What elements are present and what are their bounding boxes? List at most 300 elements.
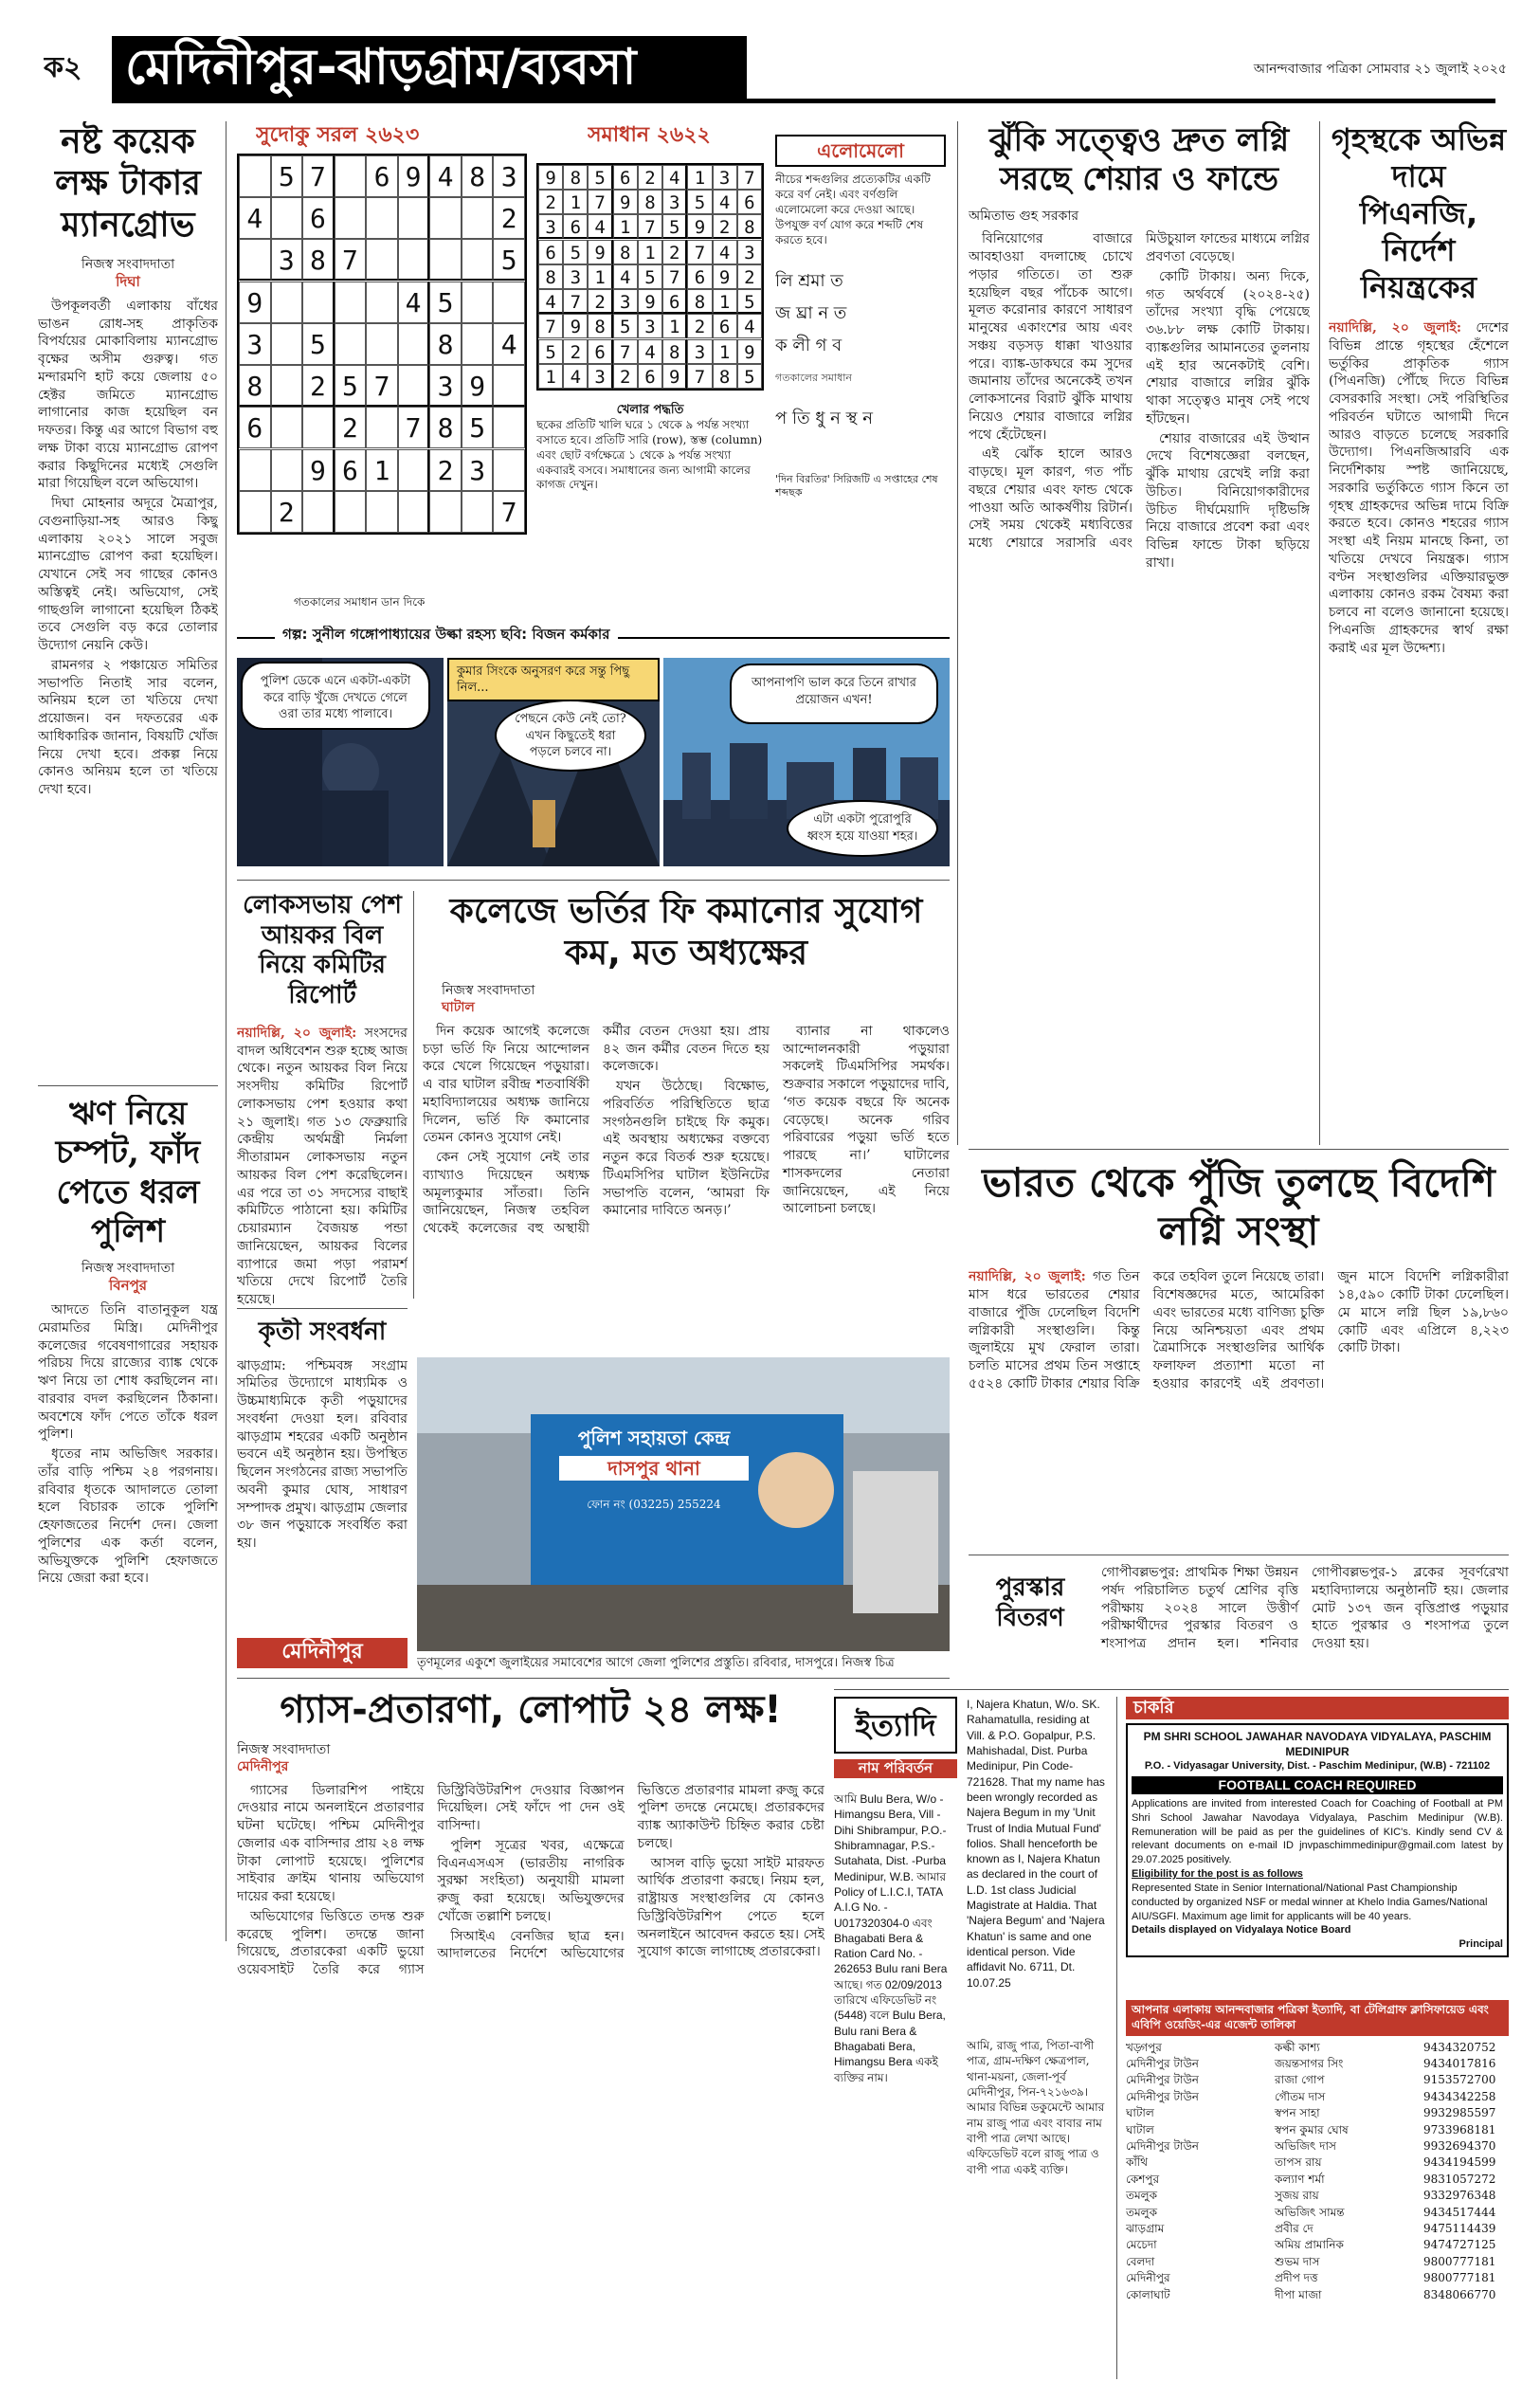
sudoku-cell (302, 491, 335, 533)
sudoku-cell: 8 (538, 264, 563, 289)
mangrove-byline: নিজস্ব সংবাদদাতা (81, 256, 175, 272)
sudoku-cell: 8 (613, 240, 638, 264)
sudoku-cell (366, 197, 398, 239)
agent-name: কল্যাণ শর্মা (1275, 2172, 1325, 2186)
sudoku-cell: 6 (687, 264, 712, 289)
mangrove-place: দিঘা (116, 273, 140, 291)
gas-headline: গ্যাস-প্রতারণা, লোপাট ২৪ লক্ষ! (280, 1688, 782, 1732)
comic-credit: গল্প: সুনীল গঙ্গোপাধ্যায়ের উল্কা রহস্য ছবি: বিজন কর্মকার (275, 626, 618, 645)
sudoku-cell (398, 449, 430, 491)
masthead-rule (112, 99, 1495, 103)
elomelo-footer: 'দিন বিরতির' সিরিজটি এ সপ্তাহের শেষ শব্দছক (775, 472, 938, 500)
photo-sign-phone: ফোন নং (03225) 255224 (587, 1498, 721, 1511)
paragraph: দিঘা মোহনার অদূরে মৈত্রাপুর, বেগুনাড়িয়া-সহ আরও কিছু এলাকায় ২০২১ সালে সবুজ ম্যানগ্রোভ রোপণ করা হয়েছিল। যেখানে সেই সব গাছের কোনও অস্তিত্বই নেই। অভিযোগ, সেই গাছগুলি লাগানো হয়েছিল ঠিকই তবে সেগুলি বড় করে তোলার উদ্যোগ নেয়নি কেউ। (38, 496, 218, 654)
agent-phone: 9434320752 (1423, 2040, 1496, 2054)
sudoku-cell: 7 (563, 289, 588, 314)
sudoku-cell (335, 491, 367, 533)
jobs-ad (1126, 1723, 1509, 1957)
agent-name: শুভম দাস (1275, 2254, 1320, 2268)
sudoku-cell (493, 365, 525, 407)
ityadi-subtitle: নাম পরিবর্তন (834, 1759, 957, 1778)
college-article (423, 891, 950, 1346)
sudoku-cell: 5 (588, 165, 612, 190)
sudoku-cell: 1 (366, 449, 398, 491)
agent-name: স্বপন সাহা (1275, 2106, 1320, 2120)
paragraph: শেয়ার বাজারের এই উত্থান দেখে বিশেষজ্ঞেরা বলছেন, ঝুঁকি মাথায় রেখেই লগ্নি করা উচিত। বিনিয়োগকারীদের উচিত দীর্ঘমেয়াদি দৃষ্টিভঙ্গি নিয়ে বাজারে প্রবেশ করা এবং বিভিন্ন ফান্ডে টাকা ছড়িয়ে রাখা। (1146, 430, 1310, 571)
comic-panel-1 (237, 658, 444, 866)
sudoku-cell: 4 (713, 240, 737, 264)
agent-row (1126, 2138, 1509, 2155)
sudoku-cell: 6 (588, 339, 612, 364)
sudoku-cell (366, 491, 398, 533)
sudoku-cell: 2 (737, 264, 762, 289)
sudoku-cell: 9 (613, 190, 638, 214)
sudoku-cell: 8 (563, 165, 588, 190)
gas-byline: নিজস্ব সংবাদদাতা (237, 1741, 331, 1757)
sudoku-cell: 4 (429, 155, 462, 197)
sudoku-cell: 9 (638, 289, 662, 314)
ityadi-notice: আমি Bulu Bera, W/o - Himangsu Bera, Vill - Dihi Shibrampur, P.O.- Shibramnagar, P.S.- Sutahata, Dist. -Purba Medinipur, W.B. আমার Policy of L.I.C.I, TATA A.I.G No. - U017320304-0 এবং Bhagabati Bera & Ration Card No. - 262653 Bulu rani Bera আছে। গত 02/09/2013 তারিখে এফিডেভিট নং (5448) বলে Bulu Bera, Bulu rani Bera & Bhagabati Bera, Himangsu Bera একই ব্যক্তির নাম। (834, 1792, 948, 2084)
agent-row (1126, 2237, 1509, 2253)
paragraph: কেন সেই সুযোগ নেই তার ব্যাখ্যাও দিয়েছেন অধ্যক্ষ অমূল্যকুমার সাঁতরা। তিনি জানিয়েছেন, নিজস্ব তহবিল থেকেই কলেজের বহু অস্থায়ী কর্মীর বেতন দেওয়া হয়। প্রায় ৪২ জন কর্মীর বেতন দিতে হয় কলেজকে। (423, 1023, 770, 1236)
sudoku-cell: 6 (613, 165, 638, 190)
agent-name: অভিজিৎ দাস (1275, 2139, 1336, 2153)
college-byline: নিজস্ব সংবাদদাতা (442, 982, 535, 998)
agents-table (1126, 2040, 1509, 2303)
sudoku-cell (398, 323, 430, 365)
sudoku-cell: 2 (335, 407, 367, 448)
sudoku-cell: 3 (613, 289, 638, 314)
png-article (1329, 121, 1509, 1145)
agent-area: ঝাড়গ্রাম (1126, 2221, 1165, 2235)
paragraph: ধৃতের নাম অভিজিৎ সরকার। তাঁর বাড়ি পশ্চিম ২৪ পরগনায়। রবিবার ধৃতকে আদালতে তোলা হলে বিচারক তাকে পুলিশি হেফাজতের নির্দেশ দেন। জেলা পুলিশের এক কর্তা বলেন, অভিযুক্তকে পুলিশি হেফাজতে নিয়ে জেরা করা হবে। (38, 1446, 218, 1587)
agent-area: কেশপুর (1126, 2172, 1160, 2186)
agent-phone: 9800777181 (1423, 2271, 1496, 2285)
fpi-text: গত তিন মাস ধরে ভারতের শেয়ার বাজারে পুঁজি ঢেলেছিল বিদেশি লগ্নিকারী সংস্থাগুলি। কিন্তু জুলাইয়ে মুখ ফেরাল তারা। চলতি মাসের প্রথম তিন সপ্তাহে ৫৫২৪ কোটি টাকার শেয়ার বিক্রি করে তহবিল তুলে নিয়েছে তারা। বিশেষজ্ঞদের মতে, আমেরিকা এবং ভারতের মধ্যে বাণিজ্য চুক্তি নিয়ে অনিশ্চয়তা এবং প্রথম ত্রৈমাসিকে সংস্থাগুলির আর্থিক ফলাফল প্রত্যাশা মতো না হওয়ার কারণেই এই প্রবণতা। জুন মাসে বিদেশি লগ্নিকারীরা ১৪,৫৯০ কোটি টাকা ঢেলেছিল। মে মাসে লগ্নি ছিল ১৯,৮৬০ কোটি এবং এপ্রিলে ৪,২২৩ কোটি টাকা। (969, 1269, 1509, 1391)
comic-speech-bubble: এটা একটা পুরোপুরি ধ্বংস হয়ে যাওয়া শহর। (787, 800, 938, 857)
photo-sign-title: পুলিশ সহায়তা কেন্দ্র (577, 1427, 731, 1449)
sudoku-cell: 7 (588, 190, 612, 214)
agent-area: কোলাঘাট (1126, 2287, 1170, 2301)
sudoku-cell: 7 (398, 407, 430, 448)
sudoku-cell: 9 (239, 282, 271, 323)
agent-area: মেচেদা (1126, 2238, 1157, 2252)
sudoku-cell (366, 323, 398, 365)
sudoku-cell: 1 (713, 339, 737, 364)
jobs-details: Details displayed on Vidyalaya Notice Board (1132, 1924, 1351, 1937)
mangrove-headline: নষ্ট কয়েক লক্ষ টাকার ম্যানগ্রোভ (54, 121, 201, 245)
sudoku-grid (237, 154, 527, 535)
agent-name: গৌতম দাস (1275, 2089, 1326, 2103)
sudoku-cell (462, 197, 494, 239)
sudoku-cell: 6 (563, 214, 588, 239)
png-dateline: নয়াদিল্লি, ২০ জুলাই: (1329, 320, 1462, 336)
section-label: মেদিনীপুর (237, 1638, 408, 1668)
png-body (1329, 319, 1509, 657)
agent-row (1126, 2287, 1509, 2303)
paragraph: এই ঝোঁক হালে আরও বাড়ছে। মূল কারণ, গত পাঁচ বছরে শেয়ার এবং ফান্ড থেকে পাওয়া অতি আকর্ষণীয় রিটার্ন। সেই সময় থেকেই মধ্যবিত্তের মধ্যে শেয়ারে সরাসরি এবং মিউচুয়াল ফান্ডের মাধ্যমে লগ্নির প্রবণতা বেড়েছে। (969, 231, 1310, 552)
sudoku-cell: 3 (638, 314, 662, 338)
elomelo-title: এলোমেলো (775, 135, 946, 167)
sudoku-cell (462, 282, 494, 323)
jobs-eligibility-title: Eligibility for the post is as follows (1132, 1868, 1303, 1881)
agent-phone: 9932985597 (1423, 2106, 1496, 2120)
paragraph: পুলিশ সূত্রের খবর, এক্ষেত্রে বিএনএসএস (ভারতীয় নাগরিক সুরক্ষা সংহিতা) অনুযায়ী মামলা রুজু করা হয়েছে। অভিযুক্তদের খোঁজে তল্লাশি চলছে। (437, 1837, 625, 1924)
mangrove-body (38, 298, 218, 799)
sudoku-cell: 8 (638, 190, 662, 214)
agent-phone: 9733968181 (1423, 2122, 1496, 2137)
agent-phone: 9434517444 (1423, 2205, 1496, 2219)
gas-body (237, 1782, 824, 1979)
sudoku-cell (239, 449, 271, 491)
paragraph: গ্যাসের ডিলারশিপ পাইয়ে দেওয়ার নামে অনলাইনে প্রতারণার ঘটনা ঘটেছে। পশ্চিম মেদিনীপুর জেলার এক বাসিন্দার প্রায় ২৪ লক্ষ টাকা লোপাট হয়েছে। পুলিশের সাইবার ক্রাইম থানায় অভিযোগ দায়ের করা হয়েছে। (237, 1782, 425, 1905)
paragraph: সিআইএ বেনজির ছাত্র হন। আদালতের নির্দেশে অভিযোগের ভিত্তিতে প্রতারণার মামলা রুজু করে পুলিশ তদন্তে নেমেছে। প্রতারকদের ব্যাঙ্ক অ্যাকাউন্ট চিহ্নিত করার চেষ্টা চলছে। (437, 1782, 824, 1962)
sudoku-cell (271, 365, 303, 407)
paragraph: দিন কয়েক আগেই কলেজে চড়া ভর্তি ফি নিয়ে আন্দোলন করে খেলে গিয়েছেন পড়ুয়ারা। এ বার ঘাটাল রবীন্দ্র শতবার্ষিকী মহাবিদ্যালয়ের অধ্যক্ষ জানিয়ে দিলেন, ভর্তি ফি কমানোর তেমন কোনও সুযোগ নেই। (423, 1023, 589, 1146)
mangrove-article (38, 121, 218, 1069)
jobs-section (1126, 1697, 1509, 1991)
college-headline: কলেজে ভর্তির ফি কমানোর সুযোগ কম, মত অধ্যক্ষের (449, 892, 923, 973)
sudoku-cell: 5 (638, 264, 662, 289)
sudoku-cell: 6 (713, 314, 737, 338)
sudoku-cell (398, 197, 430, 239)
paragraph: আদতে তিনি বাতানুকূল যন্ত্র মেরামতির মিস্ত্রি। মেদিনীপুর কলেজের গবেষণাগারের সহায়ক পরিচয় দিয়ে রাজ্যের ব্যাঙ্ক থেকে ঋণ নিয়ে তা শোধ করছিলেন না। বারবার বদল করছিলেন ঠিকানা। অবশেষে ফাঁদ পেতে তাঁকে ধরল পুলিশ। (38, 1302, 218, 1443)
sudoku-cell: 3 (737, 240, 762, 264)
agent-row (1126, 2105, 1509, 2121)
sudoku-cell: 2 (271, 491, 303, 533)
sudoku-cell: 4 (613, 264, 638, 289)
sudoku-cell: 2 (538, 190, 563, 214)
sudoku-cell: 5 (335, 365, 367, 407)
sudoku-cell (239, 491, 271, 533)
sudoku-cell: 5 (271, 155, 303, 197)
sudoku-cell: 6 (638, 364, 662, 389)
sudoku-cell (462, 491, 494, 533)
agent-phone: 9434342258 (1423, 2089, 1496, 2103)
sudoku-cell: 7 (613, 339, 638, 364)
sudoku-cell: 9 (713, 264, 737, 289)
agent-phone: 9474727125 (1423, 2238, 1496, 2252)
agent-row (1126, 2205, 1509, 2221)
fpi-headline: ভারত থেকে পুঁজি তুলছে বিদেশি লগ্নি সংস্থা (982, 1159, 1495, 1255)
sudoku-cell: 2 (563, 339, 588, 364)
sudoku-cell: 7 (493, 491, 525, 533)
jobs-signature: Principal (1458, 1938, 1503, 1951)
agent-row (1126, 2040, 1509, 2056)
sudoku-rules (536, 402, 764, 493)
elomelo-note: গতকালের সমাধান (775, 372, 852, 385)
agent-row (1126, 2122, 1509, 2138)
sudoku-cell: 6 (239, 407, 271, 448)
sudoku-cell: 1 (687, 165, 712, 190)
paragraph: কোটি টাকায়। অন্য দিকে, গত অর্থবর্ষে (২০২৪-২৫) তাঁদের সংখ্যা বৃদ্ধি পেয়েছে ৩৬.৮৮ লক্ষ কোটি টাকায়। ব্যাঙ্কগুলির আমানতের তুলনায় এই হার অনেকটাই বেশি। শেয়ার বাজারে লগ্নির ঝুঁকি থাকা সত্ত্বেও মানুষ সেই পথে হাঁটছেন। (1146, 268, 1310, 427)
sudoku-cell (271, 323, 303, 365)
agent-name: কল্কী কাশ্য (1275, 2040, 1320, 2054)
risk-article (969, 121, 1310, 1136)
sudoku-cell (239, 155, 271, 197)
agent-phone: 9800777181 (1423, 2254, 1496, 2268)
sudoku-cell: 5 (302, 323, 335, 365)
sudoku-cell: 1 (713, 289, 737, 314)
agent-area: মেদিনীপুর টাউন (1126, 2089, 1199, 2103)
sudoku-cell: 7 (302, 155, 335, 197)
comic-credit-bar (237, 622, 950, 654)
sudoku-cell: 6 (662, 289, 687, 314)
sudoku-cell (493, 282, 525, 323)
sudoku-cell: 6 (335, 449, 367, 491)
sudoku-cell (366, 239, 398, 281)
png-text: দেশের বিভিন্ন প্রান্তে গৃহস্থের হেঁশেলে ভর্তুকির প্রাকৃতিক গ্যাস (পিএনজি) পৌঁছে দিতে বিভিন্ন বেসরকারি সংস্থা। সেই পরিস্থিতির পরিবর্তন ঘটাতে আগামী দিনে আরও বাড়তে চলেছে সরকারি উদ্যোগ। পিএনজিআরবি এক নির্দেশিকায় স্পষ্ট জানিয়েছে, সরকারি ভর্তুকিতে গ্যাস কিনে তা গৃহস্থ গ্রাহকদের অভিন্ন দামে বিক্রি করতে হবে। কোনও শহরের গ্যাস সংস্থা এই নিয়ম মানছে কিনা, তা খতিয়ে দেখবে নিয়ন্ত্রক। গ্যাস বণ্টন সংস্থাগুলির এক্তিয়ারভুক্ত এলাকায় কোনও রকম বৈষম্য করা চলবে না বলেও জানানো হয়েছে। পিএনজি গ্রাহকদের স্বার্থ রক্ষা করাই এর মূল উদ্দেশ্য। (1329, 320, 1509, 656)
sudoku-cell: 5 (563, 240, 588, 264)
agent-phone: 9932694370 (1423, 2139, 1496, 2153)
sudoku-cell: 3 (462, 449, 494, 491)
award-headline: পুরস্কার বিতরণ (995, 1573, 1065, 1632)
comic-panel-2 (447, 658, 660, 866)
sudoku-rules-title: খেলার পদ্ধতি (616, 403, 684, 417)
paragraph: রামনগর ২ পঞ্চায়েত সমিতির সভাপতি নিতাই সার বলেন, অনিয়ম হলে তা খতিয়ে দেখা প্রয়োজন। বন দফতরের এক আধিকারিক জানান, বিষয়টি খোঁজ নিয়ে দেখা হবে। প্রকল্প নিয়ে কোনও অনিয়ম হলে তা খতিয়ে দেখা হবে। (38, 657, 218, 798)
sudoku-cell: 2 (613, 364, 638, 389)
sudoku-cell (429, 239, 462, 281)
sudoku-cell: 2 (302, 365, 335, 407)
ityadi-notice: আমি, রাজু পাত্র, পিতা-বাপী পাত্র, গ্রাম-দক্ষিণ ক্ষেত্রপাল, থানা-ময়না, জেলা-পূর্ব মেদিনীপুর, পিন-৭২১৬৩৯। আমার বিভিন্ন ডকুমেন্টে আমার নাম রাজু পাত্র এবং বাবার নাম বাপী পাত্র লেখা আছে। এফিডেভিট বলে রাজু পাত্র ও বাপী পাত্র একই ব্যক্তি। (967, 2039, 1105, 2176)
sudoku-cell: 7 (335, 239, 367, 281)
agent-name: দীপা মাজা (1275, 2287, 1322, 2301)
sudoku-cell: 9 (563, 314, 588, 338)
paragraph: যখন উঠেছে। বিক্ষোভ, পরিবর্তিত পরিস্থিতিতে ছাত্র সংগঠনগুলি চাইছে ফি কমুক। এই অবস্থায় অধ্যক্ষের বক্তব্যে নতুন করে বিতর্ক শুরু হয়েছে। টিএমসিপির ঘাটাল ইউনিটের সভাপতি বলেন, ‘আমরা ফি কমানোর দাবিতে অনড়।’ (603, 1079, 770, 1219)
police-byline: নিজস্ব সংবাদদাতা (81, 1260, 175, 1276)
sudoku-cell: 1 (613, 214, 638, 239)
sudoku-cell: 4 (713, 190, 737, 214)
sudoku-cell: 8 (462, 155, 494, 197)
sudoku-cell: 2 (493, 197, 525, 239)
agent-row (1126, 2270, 1509, 2286)
sudoku-cell: 3 (687, 339, 712, 364)
sudoku-cell: 3 (713, 165, 737, 190)
sudoku-cell: 3 (493, 155, 525, 197)
sudoku-solution-grid (536, 163, 764, 391)
ityadi-title: ইত্যাদি (834, 1697, 957, 1754)
kriti-article (237, 1318, 408, 1630)
agent-phone: 9434194599 (1423, 2155, 1496, 2170)
agent-phone: 9475114439 (1423, 2221, 1496, 2235)
award-body: গোপীবল্লভপুর: প্রাথমিক শিক্ষা উন্নয়ন পর্ষদ পরিচালিত চতুর্থ শ্রেণির বৃত্তি পরীক্ষায় ২০২৪ সালে উত্তীর্ণ পরীক্ষার্থীদের পুরস্কার বিতরণ ও শংসাপত্র প্রদান হল। শনিবার গোপীবল্লভপুর-১ ব্লকের সূবর্ণরেখা মহাবিদ্যালয়ে অনুষ্ঠানটি হয়। জেলার মোট ১৩৭ জন বৃত্তিপ্রাপ্ত পড়ুয়ার হাতে পুরস্কার ও শংসাপত্র তুলে দেওয়া হয়। (1101, 1565, 1509, 1651)
sudoku-cell: 5 (493, 239, 525, 281)
sudoku-cell: 4 (538, 289, 563, 314)
agent-name: প্রদীপ দত্ত (1275, 2271, 1318, 2285)
gas-place: মেদিনীপুর (237, 1759, 289, 1775)
sudoku-cell: 9 (662, 364, 687, 389)
sudoku-cell: 5 (687, 190, 712, 214)
sudoku-cell: 4 (638, 339, 662, 364)
kriti-headline: কৃতী সংবর্ধনা (258, 1318, 387, 1346)
sudoku-cell: 7 (366, 365, 398, 407)
sudoku-cell: 3 (588, 364, 612, 389)
sudoku-cell: 3 (563, 264, 588, 289)
sudoku-cell (239, 239, 271, 281)
agent-row (1126, 2172, 1509, 2188)
sudoku-cell: 7 (662, 264, 687, 289)
sudoku-cell: 2 (429, 449, 462, 491)
sudoku-cell (366, 407, 398, 448)
agent-name: অমিয় প্রামানিক (1275, 2238, 1344, 2252)
sudoku-cell: 6 (302, 197, 335, 239)
agent-area: মেদিনীপুর টাউন (1126, 2139, 1199, 2153)
photo (417, 1357, 950, 1651)
sudoku-cell (271, 449, 303, 491)
sudoku-cell: 8 (429, 407, 462, 448)
comic-caption-box: কুমার সিংকে অনুসরণ করে সন্তু পিছু নিল... (447, 658, 660, 701)
agent-area: খড়্গপুর (1126, 2040, 1162, 2054)
masthead (0, 0, 1540, 106)
sudoku-cell (302, 407, 335, 448)
sudoku-cell: 8 (662, 339, 687, 364)
png-headline: গৃহস্থকে অভিন্ন দামে পিএনজি, নির্দেশ নিয়ন্ত্রকের (1331, 121, 1507, 306)
sudoku-cell: 8 (302, 239, 335, 281)
sudoku-cell (398, 365, 430, 407)
college-place: ঘাটাল (442, 1000, 475, 1016)
agent-phone: 9831057272 (1423, 2172, 1496, 2186)
sudoku-cell (493, 407, 525, 448)
agent-name: তাপস রায় (1275, 2155, 1322, 2170)
sudoku-cell: 9 (302, 449, 335, 491)
sudoku-cell (335, 197, 367, 239)
paper-date: আনন্দবাজার পত্রিকা সোমবার ২১ জুলাই ২০২৫ (1253, 62, 1507, 77)
police-headline: ঋণ নিয়ে চম্পট, ফাঁদ পেতে ধরল পুলিশ (55, 1095, 201, 1251)
sudoku-cell: 6 (737, 190, 762, 214)
gas-article (237, 1687, 824, 2379)
sudoku-cell: 8 (429, 323, 462, 365)
sudoku-section (237, 121, 768, 614)
sudoku-cell: 7 (687, 240, 712, 264)
sudoku-cell (335, 323, 367, 365)
lok-sabha-body (237, 1025, 408, 1309)
sudoku-cell: 3 (429, 365, 462, 407)
sudoku-cell (462, 323, 494, 365)
sudoku-cell: 4 (737, 314, 762, 338)
sudoku-cell: 5 (538, 339, 563, 364)
police-place: বিনপুর (108, 1277, 148, 1295)
sudoku-cell (462, 239, 494, 281)
sudoku-cell: 3 (538, 214, 563, 239)
sudoku-cell: 1 (588, 264, 612, 289)
sudoku-cell (335, 155, 367, 197)
sudoku-cell: 3 (271, 239, 303, 281)
sudoku-cell: 2 (687, 314, 712, 338)
sudoku-cell: 7 (687, 364, 712, 389)
fpi-dateline: নয়াদিল্লি, ২০ জুলাই: (969, 1269, 1086, 1285)
sudoku-cell (271, 407, 303, 448)
agent-name: জয়ন্তসাগর সিং (1275, 2057, 1344, 2071)
lok-sabha-text: সংসদের বাদল অধিবেশন শুরু হচ্ছে আজ থেকে। নতুন আয়কর বিল নিয়ে সংসদীয় কমিটির রিপোর্ট লোকসভায় পেশ হওয়ার কথা ২১ জুলাই। গত ১৩ ফেব্রুয়ারি কেন্দ্রীয় অর্থমন্ত্রী নির্মলা সীতারামন লোকসভায় নতুন আয়কর বিল পেশ করেছিলেন। এর পরে তা ৩১ সদস্যের বাছাই কমিটিতে পাঠানো হয়। কমিটির চেয়ারম্যান বৈজয়ন্ত পন্ডা জানিয়েছেন, আয়কর বিলের ব্যাপারে জমা পড়া পরামর্শ খতিয়ে দেখে রিপোর্ট তৈরি হয়েছে। (237, 1025, 408, 1308)
sudoku-cell: 5 (662, 214, 687, 239)
kriti-body: ঝাড়গ্রাম: পশ্চিমবঙ্গ সংগ্রাম সমিতির উদ্যোগে মাধ্যমিক ও উচ্চমাধ্যমিকে কৃতী পড়ুয়াদের সংবর্ধনা দেওয়া হল। রবিবার ঝাড়গ্রাম শহরের একটি অনুষ্ঠান ভবনে এই অনুষ্ঠান হয়। উপস্থিত ছিলেন সংগঠনের রাজ্য সভাপতি অবনী কুমার ঘোষ, সাধারণ সম্পাদক প্রমুখ। ঝাড়গ্রাম জেলার ৩৮ জন পড়ুয়াকে সংবর্ধিত করা হয়। (237, 1357, 408, 1552)
agent-phone: 9434017816 (1423, 2057, 1496, 2071)
sudoku-cell: 8 (687, 289, 712, 314)
jobs-eligibility: Represented State in Senior International/National Past Championship conducted by organized NSF or medal winner at Khelo India Games/National AIU/SGFI. Maximum age limit for applicants will be 40 years. (1132, 1882, 1488, 1922)
agent-name: স্বপন কুমার ঘোষ (1275, 2122, 1349, 2137)
agent-area: কাঁথি (1126, 2155, 1149, 2170)
risk-byline: অমিতাভ গুহ সরকার (969, 208, 1079, 224)
ityadi-section (834, 1697, 1109, 2379)
paragraph: আসল বাড়ি ভুয়ো সাইট মারফত আর্থিক প্রতারণা করছে। নিয়ম হল, রাষ্ট্রায়ত্ত সংস্থাগুলির যে কোনও ডিস্ট্রিবিউটরশিপ পেতে হলে অনলাইনে আবেদন করতে হয়। সেই সুযোগ কাজে লাগাচ্ছে প্রতারকেরা। (637, 1855, 824, 1960)
agent-row (1126, 2254, 1509, 2270)
comic-speech-bubble: পেছনে কেউ নেই তো? এখন কিছুতেই ধরা পড়লে চলবে না। (495, 700, 646, 772)
sudoku-cell: 4 (398, 282, 430, 323)
lok-sabha-headline: লোকসভায় পেশ আয়কর বিল নিয়ে কমিটির রিপোর্ট (243, 891, 402, 1010)
sudoku-cell: 9 (588, 240, 612, 264)
college-body (423, 1023, 950, 1238)
comic-panel-3 (663, 658, 950, 866)
sudoku-cell: 8 (239, 365, 271, 407)
sudoku-cell: 2 (713, 214, 737, 239)
sudoku-title: সুদোকু সরল ২৬২৩ (256, 123, 420, 147)
sudoku-solution-title: সমাধান ২৬২২ (588, 123, 711, 147)
comic-speech-bubble: পুলিশ ডেকে এনে একটা-একটা করে বাড়ি খুঁজে দেখতে গেলে ওরা তার মধ্যে পালাবে। (241, 662, 430, 730)
paragraph: উপকূলবর্তী এলাকায় বাঁধের ভাঙন রোধ-সহ প্রাকৃতিক বিপর্যয়ের মোকাবিলায় ম্যানগ্রোভ বৃক্ষের অসীম গুরুত্ব। গত মন্দারমণি হাট কয়ে জেলায় ৫০ হেক্টর জমিতে ম্যানগ্রোভ লাগানোর কাজ হয়েছিল বন দফতর। কিন্তু এর আগে বিভাগ বহু লক্ষ টাকা ব্যয়ে ম্যানগ্রোভ রোপণ করার কিছুদিনের মধ্যেই সেগুলি মারা গিয়েছিল বলে অভিযোগ। (38, 298, 218, 492)
sudoku-cell: 4 (493, 323, 525, 365)
sudoku-cell (398, 239, 430, 281)
agent-name: প্রবীর দে (1275, 2221, 1314, 2235)
sudoku-cell: 8 (588, 314, 612, 338)
jobs-address: P.O. - Vidyasagar University, Dist. - Paschim Medinipur, (W.B) - 721102 (1144, 1760, 1491, 1773)
sudoku-cell (429, 197, 462, 239)
jobs-post: FOOTBALL COACH REQUIRED (1132, 1776, 1503, 1794)
sudoku-cell: 2 (588, 289, 612, 314)
agent-area: তমলুক (1126, 2205, 1158, 2219)
elomelo-rows (775, 265, 946, 363)
page-number: ক২ (44, 51, 82, 84)
agent-name: সুজয় রায় (1275, 2189, 1319, 2203)
agent-phone: 9153572700 (1423, 2073, 1496, 2087)
agent-name: রাজা গোপ (1275, 2073, 1325, 2087)
agent-area: মেদিনীপুর টাউন (1126, 2073, 1199, 2087)
sudoku-cell: 8 (713, 364, 737, 389)
sudoku-cell (271, 197, 303, 239)
comic-speech-bubble: আপনাপণি ভাল করে তিনে রাখার প্রয়োজন এখন! (730, 664, 938, 724)
sudoku-cell: 8 (737, 214, 762, 239)
jobs-school: PM SHRI SCHOOL JAWAHAR NAVODAYA VIDYALAYA, PASCHIM MEDINIPUR (1143, 1729, 1492, 1758)
sudoku-cell: 3 (239, 323, 271, 365)
elomelo-row: প তি ধু ন স্থ ন (775, 408, 873, 428)
agents-section (1126, 2000, 1509, 2374)
sudoku-cell: 4 (662, 165, 687, 190)
sudoku-cell: 2 (638, 165, 662, 190)
police-body (38, 1301, 218, 1588)
sudoku-cell: 6 (366, 155, 398, 197)
sudoku-cell: 1 (638, 240, 662, 264)
risk-body (969, 230, 1310, 572)
elomelo-section (775, 135, 946, 618)
elomelo-intro: নীচের শব্দগুলির প্রত্যেকটির একটি করে বর্ণ নেই। এবং বর্ণগুলি এলোমেলো করে দেওয়া আছে। উপযুক্ত বর্ণ যোগ করে শব্দটি শেষ করতে হবে। (775, 173, 931, 246)
agent-area: তমলুক (1126, 2189, 1158, 2203)
agent-row (1126, 2188, 1509, 2204)
sudoku-rules-text: ছকের প্রতিটি খালি ঘরে ১ থেকে ৯ পর্যন্ত সংখ্যা বসাতে হবে। প্রতিটি সারি (row), স্তম্ভ (column) এবং ছোট বর্গক্ষেত্রে ১ থেকে ৯ পর্যন্ত সংখ্যা একবারই বসবে। সমাধানের জন্য আগামী কালের কাগজ দেখুন। (536, 418, 763, 492)
sudoku-cell: 7 (737, 165, 762, 190)
photo-caption: তৃণমূলের একুশে জুলাইয়ের সমাবেশের আগে জেলা পুলিশের প্রস্তুতি। রবিবার, দাসপুরে। নিজস্ব চিত্র (417, 1656, 895, 1670)
sudoku-cell: 9 (538, 165, 563, 190)
paragraph: বিনিয়োগের বাজারে আবহাওয়া বদলাচ্ছে চোখে পড়ার গতিতে। তা শুরু হয়েছিল বছর পাঁচেক আগে। মূলত করোনার কারণে সাধারণ মানুষের একাংশের আয় এবং সঞ্চয় বড়সড় ধাক্কা খাওয়ার পরে। ব্যাঙ্ক-ডাকঘরে কম সুদের জমানায় তাঁদের অনেকেই তখন লোকসানের বিরাট ঝুঁকি মাথায় নিয়েও শেয়ার বাজারে লগ্নির পথে হেঁটেছেন। (969, 231, 1132, 443)
agent-row (1126, 2056, 1509, 2072)
sudoku-footer: গতকালের সমাধান ডান দিকে (294, 595, 426, 609)
sudoku-cell (366, 282, 398, 323)
sudoku-cell: 1 (662, 314, 687, 338)
agent-name: অভিজিৎ সামন্ত (1275, 2205, 1345, 2219)
sudoku-cell (398, 491, 430, 533)
sudoku-cell (302, 282, 335, 323)
sudoku-cell: 5 (737, 289, 762, 314)
lok-sabha-dateline: নয়াদিল্লি, ২০ জুলাই: (237, 1025, 357, 1041)
elomelo-row: লি শ্রমা ত (775, 270, 843, 291)
